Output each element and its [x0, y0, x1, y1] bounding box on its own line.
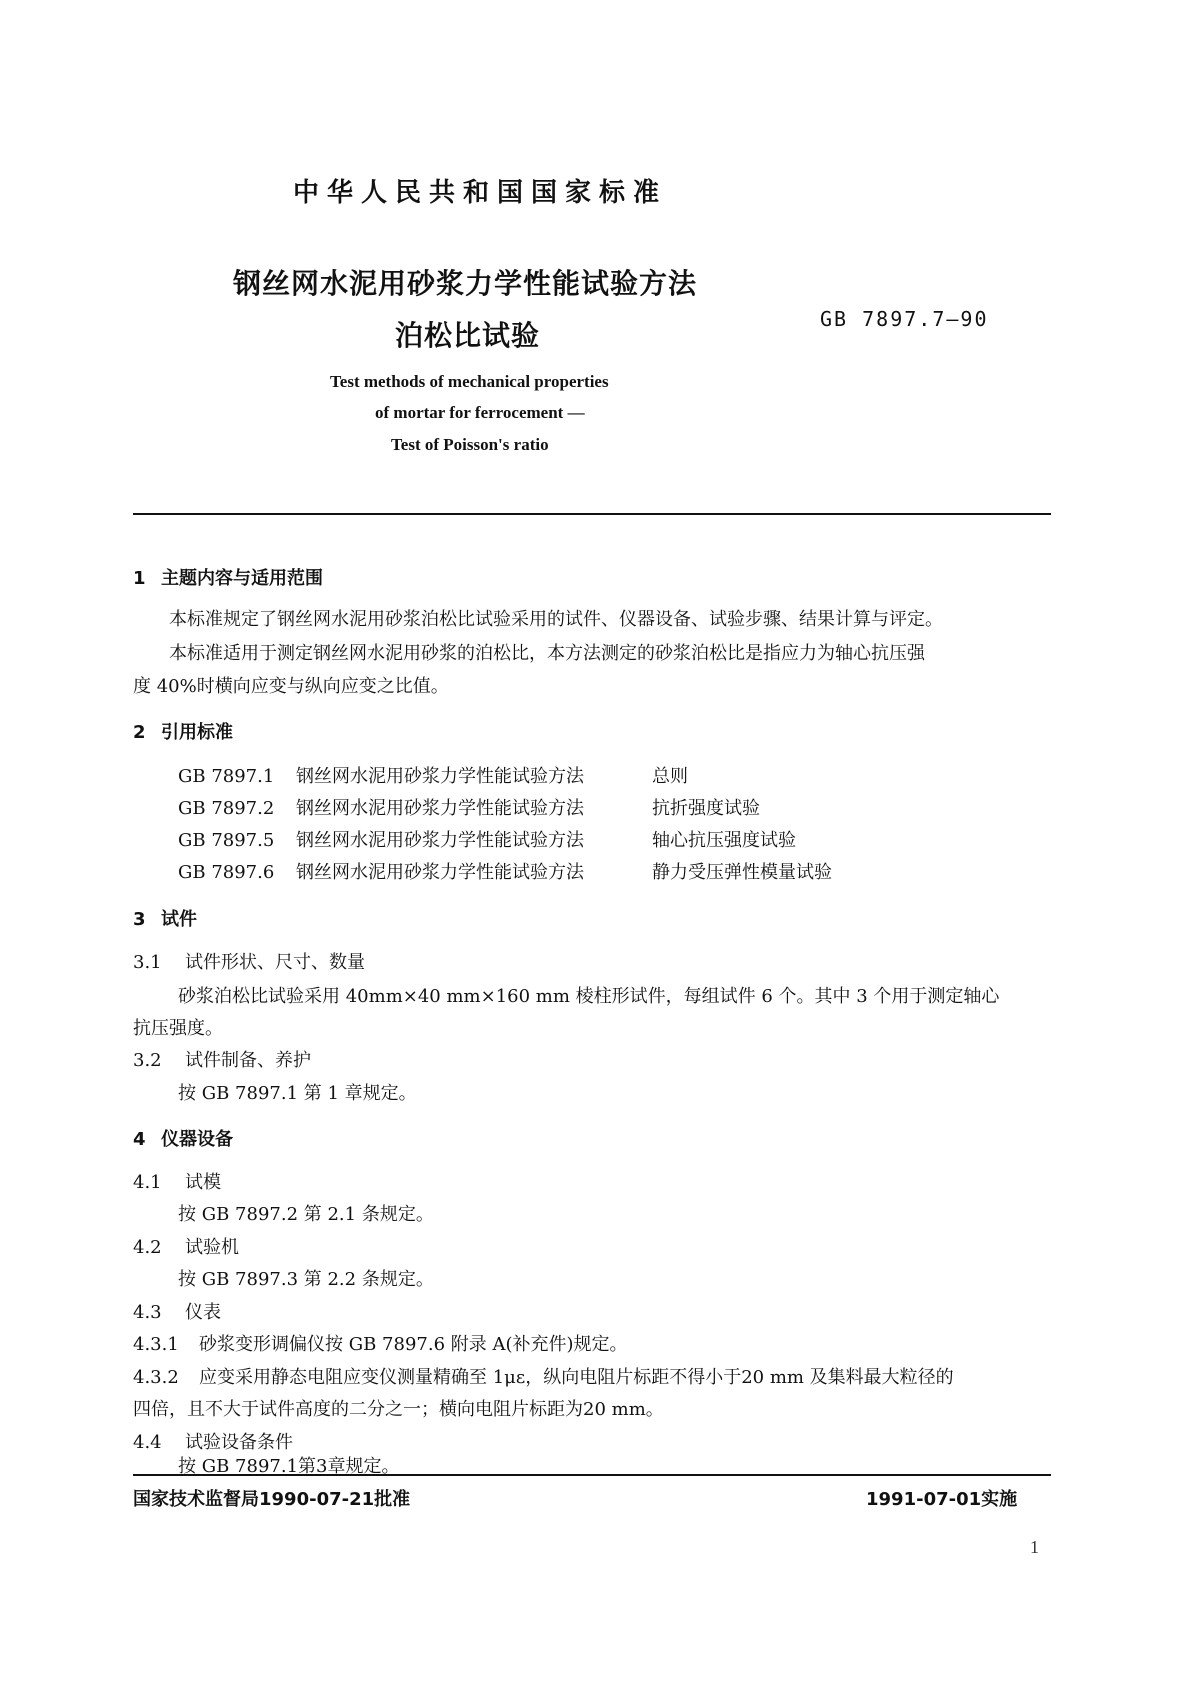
clause-4-1-heading	[133, 1168, 221, 1194]
reference-title: 钢丝网水泥用砂浆力学性能试验方法	[296, 862, 584, 883]
english-title-line1: Test methods of mechanical properties	[330, 372, 609, 391]
reference-row	[178, 794, 760, 820]
clause-3-1-title: 试件形状、尺寸、数量	[185, 952, 365, 973]
national-standard-heading: 中华人民共和国国家标准	[293, 178, 668, 208]
clause-4-4-heading	[133, 1428, 293, 1454]
approval-statement: 国家技术监督局1990-07-21批准	[133, 1489, 411, 1510]
section-1-paragraph-2-cont: 度 40%时横向应变与纵向应变之比值。	[133, 676, 449, 697]
reference-row	[178, 858, 832, 884]
clause-4-3-2-number: 4.3.2	[133, 1367, 179, 1388]
clause-4-2-title: 试验机	[185, 1237, 239, 1258]
clause-3-2-heading	[133, 1046, 311, 1072]
clause-3-1-text: 砂浆泊松比试验采用 40mm×40 mm×160 mm 棱柱形试件，每组试件 6 个。其中 3 个用于测定轴心	[178, 986, 1000, 1007]
section-3-title: 试件	[161, 909, 197, 930]
clause-4-2-number: 4.2	[133, 1237, 162, 1258]
reference-part: 轴心抗压强度试验	[652, 830, 796, 851]
english-title-line3: Test of Poisson's ratio	[391, 435, 549, 454]
reference-part: 抗折强度试验	[652, 798, 760, 819]
section-1-paragraph-2: 本标准适用于测定钢丝网水泥用砂浆的泊松比，本方法测定的砂浆泊松比是指应力为轴心抗压强	[169, 643, 925, 664]
reference-code: GB 7897.6	[178, 862, 275, 883]
reference-title: 钢丝网水泥用砂浆力学性能试验方法	[296, 798, 584, 819]
header-divider	[133, 513, 1051, 515]
standard-title-line1: 钢丝网水泥用砂浆力学性能试验方法	[233, 267, 698, 300]
clause-4-3-2-text: 应变采用静态电阻应变仪测量精确至 1με，纵向电阻片标距不得小于20 mm 及集料最大粒径的	[199, 1367, 954, 1388]
clause-4-3-2-text-cont: 四倍，且不大于试件高度的二分之一；横向电阻片标距为20 mm。	[133, 1399, 664, 1420]
page-number: 1	[1030, 1537, 1039, 1557]
clause-4-3-title: 仪表	[185, 1302, 221, 1323]
section-3-number: 3	[133, 909, 146, 930]
reference-code: GB 7897.5	[178, 830, 275, 851]
section-3-heading	[133, 905, 197, 931]
reference-part: 静力受压弹性模量试验	[652, 862, 832, 883]
clause-4-2-text: 按 GB 7897.3 第 2.2 条规定。	[178, 1269, 434, 1290]
clause-4-3-heading	[133, 1298, 221, 1324]
clause-4-1-text: 按 GB 7897.2 第 2.1 条规定。	[178, 1204, 434, 1225]
clause-4-3-1-number: 4.3.1	[133, 1334, 179, 1355]
section-1-number: 1	[133, 568, 146, 589]
clause-4-1-title: 试模	[185, 1172, 221, 1193]
clause-4-2-heading	[133, 1233, 239, 1259]
section-2-title: 引用标准	[161, 722, 233, 743]
reference-row	[178, 826, 796, 852]
section-1-heading	[133, 564, 323, 590]
section-1-title: 主题内容与适用范围	[161, 568, 323, 589]
clause-4-4-title: 试验设备条件	[185, 1432, 293, 1453]
section-4-heading	[133, 1125, 233, 1151]
clause-3-2-text: 按 GB 7897.1 第 1 章规定。	[178, 1083, 417, 1104]
section-4-title: 仪器设备	[161, 1129, 233, 1150]
clause-4-3-1-text: 砂浆变形调偏仪按 GB 7897.6 附录 A(补充件)规定。	[199, 1334, 628, 1355]
standard-title-line2: 泊松比试验	[395, 319, 541, 352]
clause-4-4-text: 按 GB 7897.1第3章规定。	[178, 1456, 400, 1477]
standard-code: GB 7897.7—90	[820, 307, 989, 331]
footer-divider	[133, 1474, 1051, 1476]
implementation-date: 1991-07-01实施	[866, 1489, 1018, 1510]
clause-3-1-heading	[133, 948, 365, 974]
clause-4-4-number: 4.4	[133, 1432, 162, 1453]
section-4-number: 4	[133, 1129, 146, 1150]
section-1-paragraph-1: 本标准规定了钢丝网水泥用砂浆泊松比试验采用的试件、仪器设备、试验步骤、结果计算与评定。	[169, 609, 943, 630]
reference-title: 钢丝网水泥用砂浆力学性能试验方法	[296, 830, 584, 851]
reference-code: GB 7897.2	[178, 798, 275, 819]
clause-4-1-number: 4.1	[133, 1172, 162, 1193]
reference-part: 总则	[652, 766, 688, 787]
section-2-heading	[133, 718, 233, 744]
clause-3-2-title: 试件制备、养护	[185, 1050, 311, 1071]
clause-3-2-number: 3.2	[133, 1050, 162, 1071]
clause-3-1-number: 3.1	[133, 952, 162, 973]
section-2-number: 2	[133, 722, 146, 743]
clause-4-3-number: 4.3	[133, 1302, 162, 1323]
reference-row	[178, 762, 688, 788]
reference-title: 钢丝网水泥用砂浆力学性能试验方法	[296, 766, 584, 787]
english-title-line2: of mortar for ferrocement —	[375, 403, 585, 422]
clause-4-3-1	[133, 1330, 628, 1356]
clause-4-3-2	[133, 1363, 954, 1389]
reference-code: GB 7897.1	[178, 766, 275, 787]
clause-3-1-text-cont: 抗压强度。	[133, 1018, 223, 1039]
